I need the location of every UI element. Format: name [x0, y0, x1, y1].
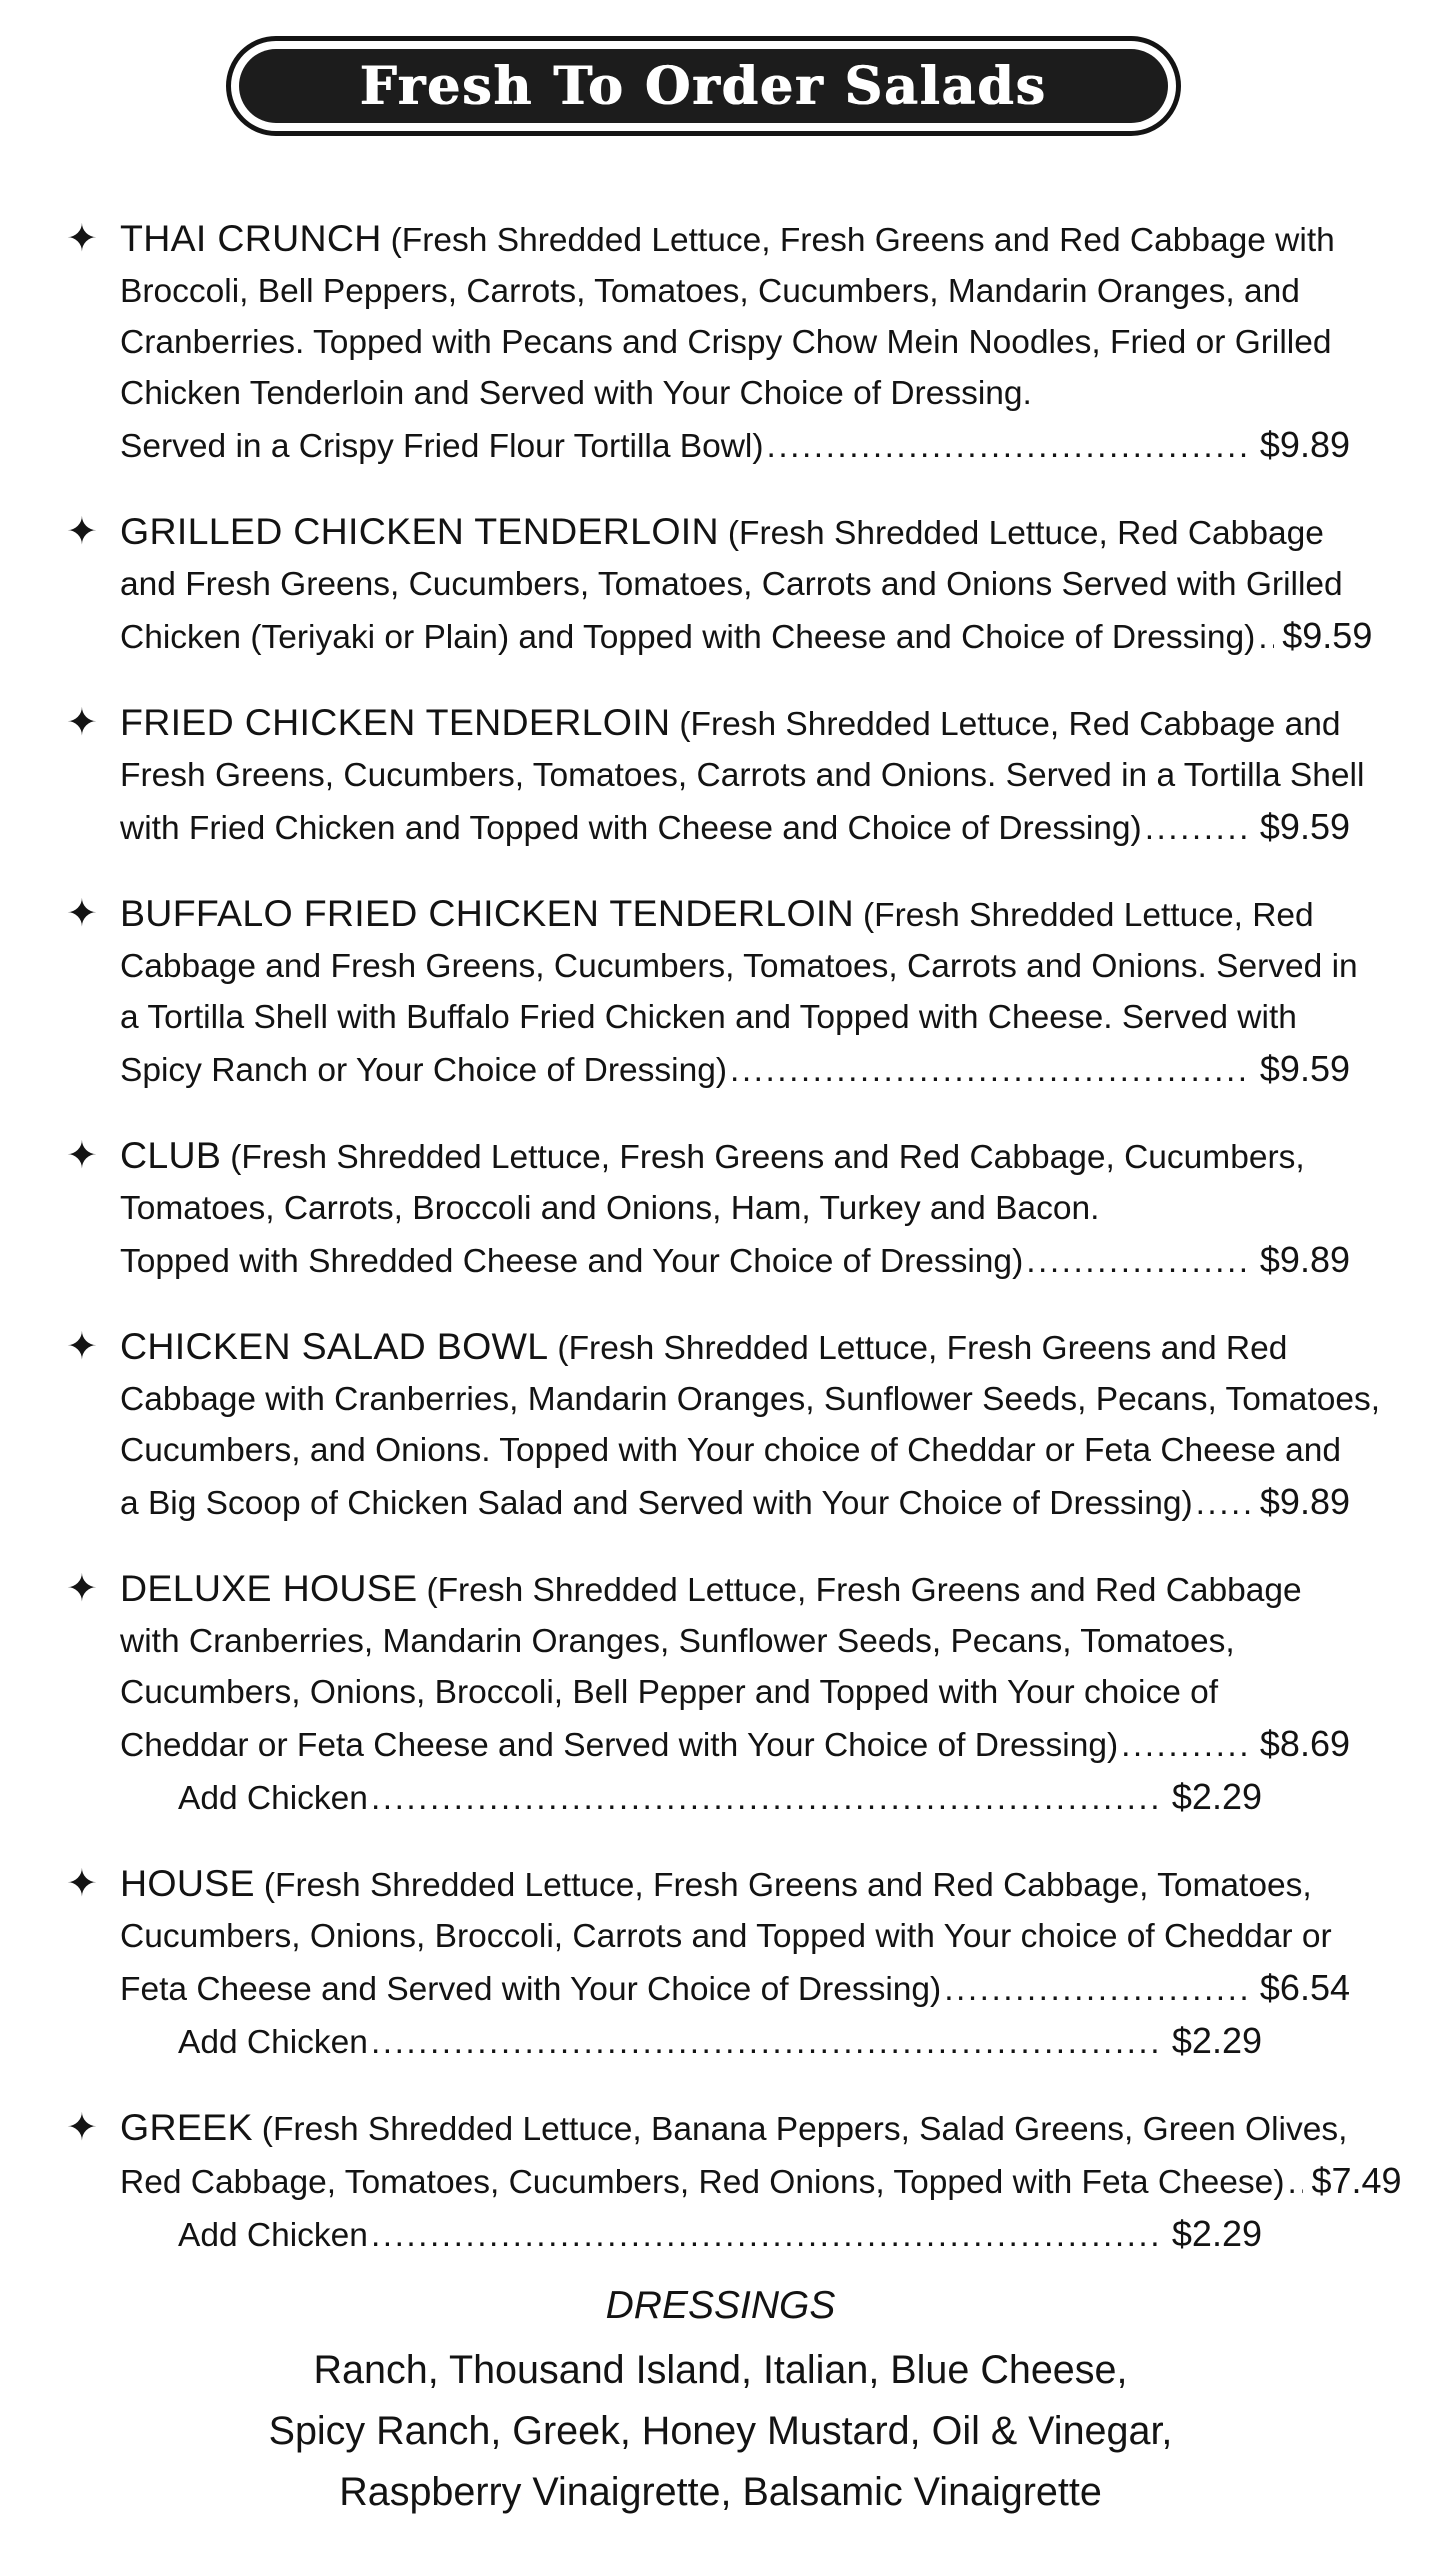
- menu-item: [66, 213, 1350, 472]
- item-description-line: a Big Scoop of Chicken Salad and Served with Your Choice of Dressing): [120, 1485, 1193, 1522]
- item-price-line: [120, 1043, 1350, 1096]
- item-addon-line: [178, 2208, 1262, 2261]
- item-description-line: Cheddar or Feta Cheese and Served with Your Choice of Dressing): [120, 1727, 1119, 1764]
- addon-price: $2.29: [1171, 1776, 1262, 1817]
- item-first-line: [120, 1130, 1350, 1183]
- item-description-line: Spicy Ranch or Your Choice of Dressing): [120, 1052, 728, 1089]
- diamond-bullet-icon: ✦: [66, 511, 98, 553]
- menu-item: [66, 1130, 1350, 1287]
- addon-price: $2.29: [1171, 2213, 1262, 2254]
- item-price-line: [120, 1962, 1350, 2015]
- dot-leader: [1287, 2157, 1303, 2208]
- item-description: (Fresh Shredded Lettuce, Red: [863, 897, 1314, 934]
- item-first-line: [120, 697, 1350, 750]
- item-description-line: a Tortilla Shell with Buffalo Fried Chicken and Topped with Cheese. Served with: [120, 999, 1297, 1036]
- item-description-line: Red Cabbage, Tomatoes, Cucumbers, Red Onions, Topped with Feta Cheese): [120, 2164, 1285, 2201]
- section-header-badge: [226, 36, 1181, 136]
- section-header-badge-inner: [239, 49, 1168, 123]
- menu-item: [66, 697, 1365, 854]
- item-description-line: Cabbage and Fresh Greens, Cucumbers, Tomatoes, Carrots and Onions. Served in: [120, 948, 1358, 985]
- item-name: THAI CRUNCH: [120, 217, 382, 259]
- item-name: FRIED CHICKEN TENDERLOIN: [120, 701, 671, 743]
- menu-item: [66, 506, 1373, 663]
- item-description-line: Cabbage with Cranberries, Mandarin Oranges, Sunflower Seeds, Pecans, Tomatoes,: [120, 1381, 1381, 1418]
- addon-label: Add Chicken: [178, 2217, 368, 2254]
- item-description-line: Feta Cheese and Served with Your Choice of Dressing): [120, 1971, 942, 2008]
- item-description-line: Cucumbers, Onions, Broccoli, Bell Pepper and Topped with Your choice of: [120, 1674, 1219, 1711]
- item-description: (Fresh Shredded Lettuce, Banana Peppers, Salad Greens, Green Olives,: [261, 2111, 1348, 2148]
- menu-item: [66, 1858, 1350, 2068]
- dressing-line: Raspberry Vinaigrette, Balsamic Vinaigrette: [339, 2470, 1102, 2514]
- item-description-line: Tomatoes, Carrots, Broccoli and Onions, Ham, Turkey and Bacon.: [120, 1190, 1100, 1227]
- item-addon-line: [178, 1771, 1262, 1824]
- dot-leader: [730, 1045, 1252, 1096]
- item-price: $8.69: [1259, 1723, 1350, 1764]
- menu-item: [66, 888, 1358, 1096]
- item-name: CLUB: [120, 1134, 222, 1176]
- menu-list: [66, 213, 1402, 2295]
- item-description-line: Chicken (Teriyaki or Plain) and Topped with Cheese and Choice of Dressing): [120, 619, 1256, 656]
- diamond-bullet-icon: ✦: [66, 1863, 98, 1905]
- item-first-line: [120, 213, 1350, 266]
- item-description-line: Topped with Shredded Cheese and Your Choice of Dressing): [120, 1243, 1024, 1280]
- item-description: (Fresh Shredded Lettuce, Fresh Greens and Red Cabbage: [426, 1572, 1302, 1609]
- item-price-line: [120, 2155, 1402, 2208]
- item-name: GREEK: [120, 2106, 253, 2148]
- dot-leader: [944, 1964, 1252, 2015]
- item-first-line: [120, 506, 1350, 559]
- item-price: $6.54: [1259, 1967, 1350, 2008]
- diamond-bullet-icon: ✦: [66, 1135, 98, 1177]
- dressings-lines: [0, 2340, 1441, 2523]
- diamond-bullet-icon: ✦: [66, 893, 98, 935]
- item-first-line: [120, 2102, 1350, 2155]
- item-price-line: [120, 1718, 1350, 1771]
- page-title: Fresh To Order Salads: [359, 55, 1048, 117]
- item-description: (Fresh Shredded Lettuce, Red Cabbage and: [679, 706, 1341, 743]
- dot-leader: [371, 2210, 1164, 2261]
- dressings-title: DRESSINGS: [605, 2284, 836, 2327]
- item-name: DELUXE HOUSE: [120, 1567, 418, 1609]
- item-price-line: [120, 1234, 1350, 1287]
- item-price-line: [120, 419, 1350, 472]
- item-price: $7.49: [1311, 2160, 1402, 2201]
- item-addon-line: [178, 2015, 1262, 2068]
- item-price: $9.89: [1259, 1239, 1350, 1280]
- item-price: $9.59: [1282, 615, 1373, 656]
- item-first-line: [120, 1858, 1350, 1911]
- item-description-line: Chicken Tenderloin and Served with Your Choice of Dressing.: [120, 375, 1032, 412]
- item-description-line: Broccoli, Bell Peppers, Carrots, Tomatoes, Cucumbers, Mandarin Oranges, and: [120, 273, 1300, 310]
- item-name: BUFFALO FRIED CHICKEN TENDERLOIN: [120, 892, 855, 934]
- item-price-line: [120, 801, 1350, 854]
- dressing-line: Spicy Ranch, Greek, Honey Mustard, Oil & Vinegar,: [268, 2409, 1173, 2453]
- item-price: $9.59: [1259, 1048, 1350, 1089]
- item-description: (Fresh Shredded Lettuce, Fresh Greens and Red Cabbage with: [390, 222, 1335, 259]
- item-name: HOUSE: [120, 1862, 255, 1904]
- item-description-line: Cranberries. Topped with Pecans and Crispy Chow Mein Noodles, Fried or Grilled: [120, 324, 1332, 361]
- diamond-bullet-icon: ✦: [66, 2107, 98, 2149]
- item-description-line: with Fried Chicken and Topped with Cheese and Choice of Dressing): [120, 810, 1142, 847]
- dot-leader: [1121, 1720, 1252, 1771]
- item-price: $9.89: [1259, 424, 1350, 465]
- item-name: CHICKEN SALAD BOWL: [120, 1325, 549, 1367]
- item-price-line: [120, 610, 1373, 663]
- item-description: (Fresh Shredded Lettuce, Fresh Greens and Red: [557, 1330, 1288, 1367]
- item-description-line: Cucumbers, and Onions. Topped with Your choice of Cheddar or Feta Cheese and: [120, 1432, 1342, 1469]
- item-first-line: [120, 888, 1350, 941]
- dressings-section: [0, 2282, 1441, 2523]
- menu-item: [66, 1563, 1350, 1824]
- addon-label: Add Chicken: [178, 2024, 368, 2061]
- dot-leader: [1026, 1236, 1252, 1287]
- item-description-line: Fresh Greens, Cucumbers, Tomatoes, Carrots and Onions. Served in a Tortilla Shell: [120, 757, 1365, 794]
- item-price-line: [120, 1476, 1350, 1529]
- dot-leader: [1258, 612, 1274, 663]
- diamond-bullet-icon: ✦: [66, 1326, 98, 1368]
- diamond-bullet-icon: ✦: [66, 702, 98, 744]
- item-description-line: Served in a Crispy Fried Flour Tortilla Bowl): [120, 428, 764, 465]
- item-first-line: [120, 1321, 1350, 1374]
- diamond-bullet-icon: ✦: [66, 1568, 98, 1610]
- item-description-line: and Fresh Greens, Cucumbers, Tomatoes, Carrots and Onions Served with Grilled: [120, 566, 1343, 603]
- addon-label: Add Chicken: [178, 1780, 368, 1817]
- item-price: $9.59: [1259, 806, 1350, 847]
- item-description: (Fresh Shredded Lettuce, Red Cabbage: [727, 515, 1324, 552]
- item-first-line: [120, 1563, 1350, 1616]
- dot-leader: [1145, 803, 1252, 854]
- dressing-line: Ranch, Thousand Island, Italian, Blue Cheese,: [313, 2348, 1128, 2392]
- dot-leader: [1196, 1478, 1252, 1529]
- menu-item: [66, 2102, 1402, 2261]
- item-description: (Fresh Shredded Lettuce, Fresh Greens and Red Cabbage, Tomatoes,: [263, 1867, 1312, 1904]
- dot-leader: [767, 421, 1252, 472]
- item-description-line: Cucumbers, Onions, Broccoli, Carrots and Topped with Your choice of Cheddar or: [120, 1918, 1332, 1955]
- item-name: GRILLED CHICKEN TENDERLOIN: [120, 510, 719, 552]
- dot-leader: [371, 1773, 1164, 1824]
- item-description-line: with Cranberries, Mandarin Oranges, Sunflower Seeds, Pecans, Tomatoes,: [120, 1623, 1235, 1660]
- item-price: $9.89: [1259, 1481, 1350, 1522]
- addon-price: $2.29: [1171, 2020, 1262, 2061]
- diamond-bullet-icon: ✦: [66, 218, 98, 260]
- menu-item: [66, 1321, 1381, 1529]
- dot-leader: [371, 2017, 1164, 2068]
- item-description: (Fresh Shredded Lettuce, Fresh Greens and Red Cabbage, Cucumbers,: [230, 1139, 1305, 1176]
